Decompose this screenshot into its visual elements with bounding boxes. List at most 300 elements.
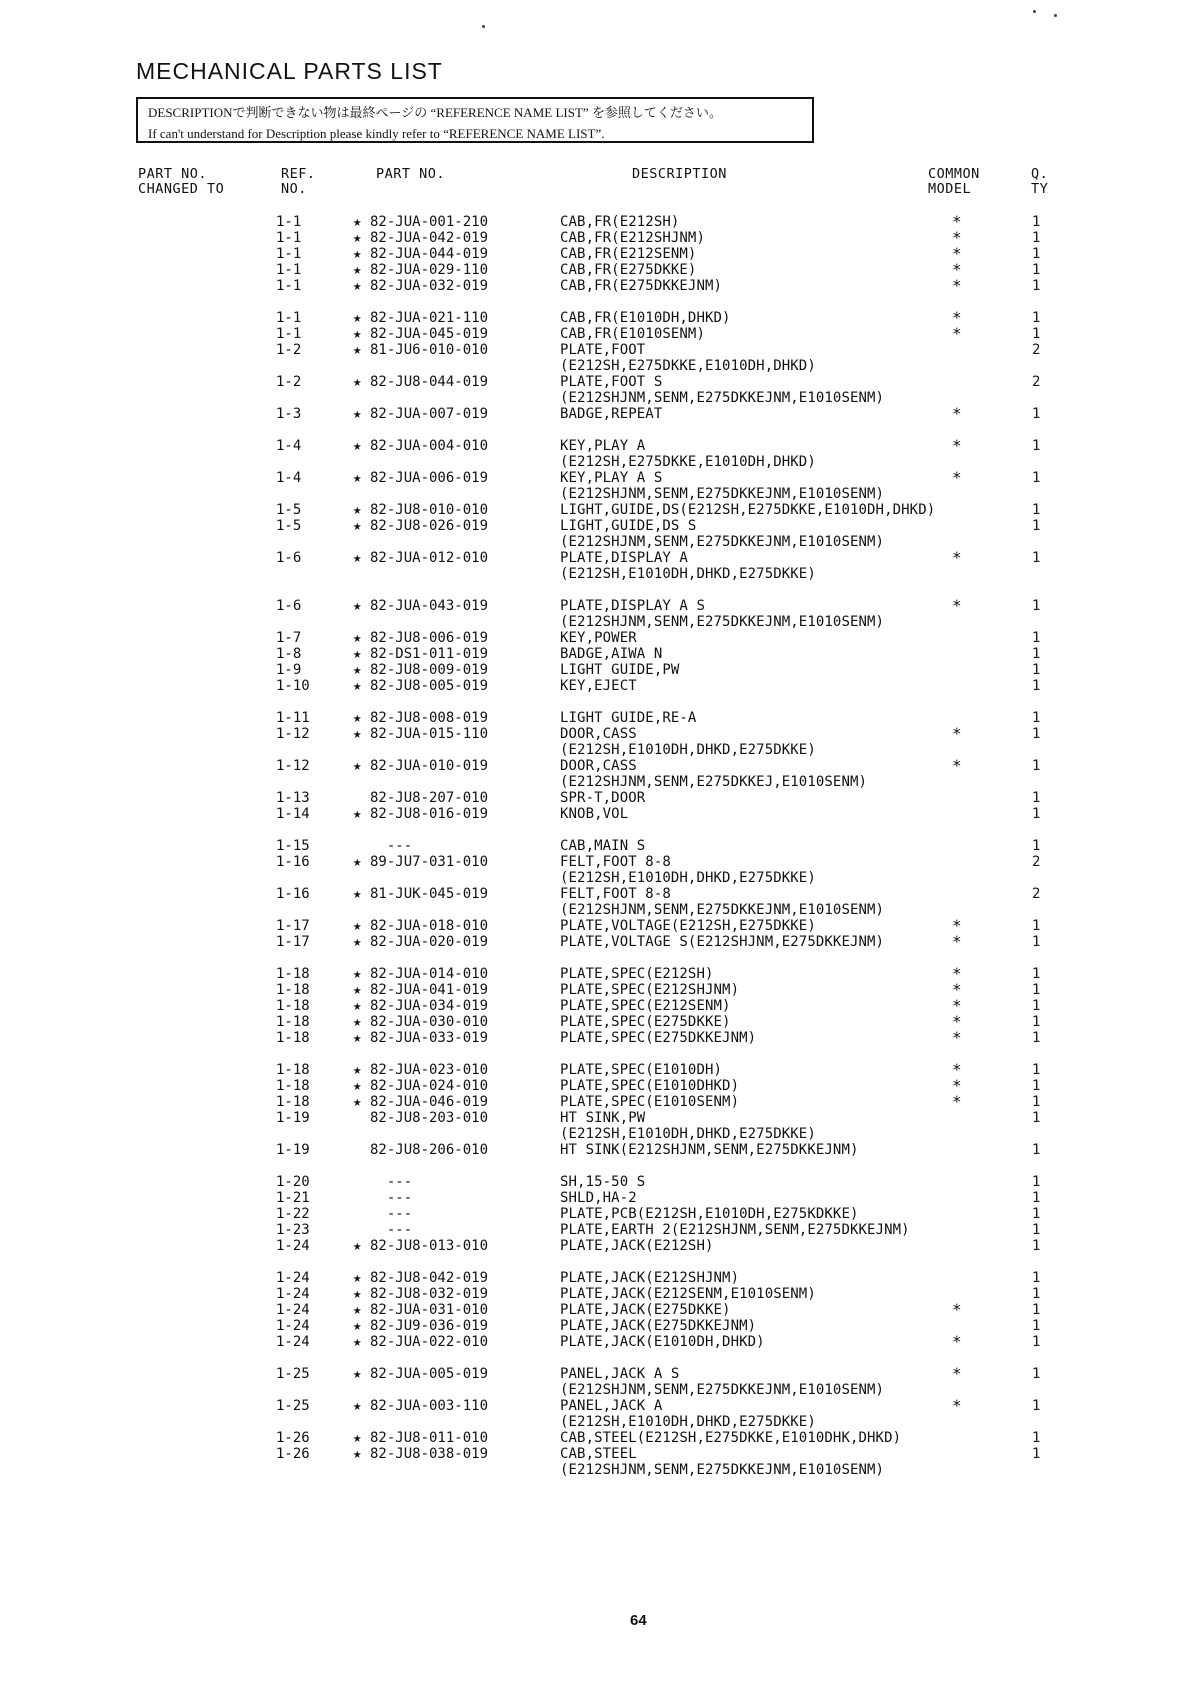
description-cell: FELT,FOOT 8-8 bbox=[560, 886, 671, 902]
qty-cell: 1 bbox=[1032, 646, 1041, 662]
new-part-star-icon: ★ bbox=[353, 518, 362, 534]
description-cell: CAB,MAIN S bbox=[560, 838, 646, 854]
qty-cell: 1 bbox=[1032, 1110, 1041, 1126]
table-row bbox=[0, 1110, 1191, 1126]
common-model-mark: * bbox=[952, 1012, 962, 1031]
new-part-star-icon: ★ bbox=[353, 502, 362, 518]
new-part-star-icon: ★ bbox=[353, 726, 362, 742]
table-row bbox=[0, 262, 1191, 278]
table-row bbox=[0, 1302, 1191, 1318]
header-changed-to: PART NO. CHANGED TO bbox=[138, 166, 225, 197]
description-cell: (E212SHJNM,SENM,E275DKKEJNM,E1010SENM) bbox=[560, 390, 885, 406]
qty-cell: 1 bbox=[1032, 710, 1041, 726]
part-no-cell: 82-JU8-032-019 bbox=[370, 1286, 489, 1302]
part-no-cell: 82-JUA-046-019 bbox=[370, 1094, 489, 1110]
ref-no-cell: 1-23 bbox=[276, 1222, 310, 1238]
part-no-cell: 82-JUA-018-010 bbox=[370, 918, 489, 934]
new-part-star-icon: ★ bbox=[353, 710, 362, 726]
part-no-cell: 82-JU8-044-019 bbox=[370, 374, 489, 390]
table-row bbox=[0, 1366, 1191, 1382]
new-part-star-icon: ★ bbox=[353, 1302, 362, 1318]
common-model-mark: * bbox=[952, 1396, 962, 1415]
ref-no-cell: 1-12 bbox=[276, 758, 310, 774]
common-model-mark: * bbox=[952, 964, 962, 983]
part-no-cell: 82-JU8-011-010 bbox=[370, 1430, 489, 1446]
qty-cell: 1 bbox=[1032, 966, 1041, 982]
description-cell: PANEL,JACK A S bbox=[560, 1366, 680, 1382]
ref-no-cell: 1-16 bbox=[276, 854, 310, 870]
scan-speck bbox=[1054, 14, 1057, 17]
description-cell: (E212SHJNM,SENM,E275DKKEJNM,E1010SENM) bbox=[560, 1462, 885, 1478]
description-cell: PLATE,SPEC(E212SENM) bbox=[560, 998, 731, 1014]
qty-cell: 1 bbox=[1032, 246, 1041, 262]
ref-no-cell: 1-18 bbox=[276, 1030, 310, 1046]
description-cell: CAB,STEEL(E212SH,E275DKKE,E1010DHK,DHKD) bbox=[560, 1430, 902, 1446]
description-cell: FELT,FOOT 8-8 bbox=[560, 854, 671, 870]
ref-no-cell: 1-1 bbox=[276, 246, 302, 262]
description-cell: SHLD,HA-2 bbox=[560, 1190, 637, 1206]
ref-no-cell: 1-2 bbox=[276, 342, 302, 358]
qty-cell: 1 bbox=[1032, 726, 1041, 742]
qty-cell: 1 bbox=[1032, 1286, 1041, 1302]
description-cell: (E212SH,E1010DH,DHKD,E275DKKE) bbox=[560, 742, 816, 758]
part-no-cell: 82-JU8-203-010 bbox=[370, 1110, 489, 1126]
table-row bbox=[0, 918, 1191, 934]
part-no-cell: 82-JU8-006-019 bbox=[370, 630, 489, 646]
part-no-cell: 82-JUA-034-019 bbox=[370, 998, 489, 1014]
table-row bbox=[0, 630, 1191, 646]
part-no-cell: 82-JUA-003-110 bbox=[370, 1398, 489, 1414]
qty-cell: 1 bbox=[1032, 406, 1041, 422]
part-no-cell: 82-JUA-029-110 bbox=[370, 262, 489, 278]
description-cell: KEY,PLAY A S bbox=[560, 470, 663, 486]
new-part-star-icon: ★ bbox=[353, 470, 362, 486]
ref-no-cell: 1-1 bbox=[276, 310, 302, 326]
qty-cell: 2 bbox=[1032, 886, 1041, 902]
qty-cell: 1 bbox=[1032, 678, 1041, 694]
qty-cell: 1 bbox=[1032, 502, 1041, 518]
table-row bbox=[0, 646, 1191, 662]
qty-cell: 1 bbox=[1032, 982, 1041, 998]
table-row bbox=[0, 518, 1191, 534]
ref-no-cell: 1-19 bbox=[276, 1142, 310, 1158]
table-row bbox=[0, 806, 1191, 822]
ref-no-cell: 1-4 bbox=[276, 438, 302, 454]
common-model-mark: * bbox=[952, 404, 962, 423]
description-cell: PLATE,JACK(E212SENM,E1010SENM) bbox=[560, 1286, 816, 1302]
description-cell: PLATE,FOOT bbox=[560, 342, 646, 358]
qty-cell: 1 bbox=[1032, 1142, 1041, 1158]
common-model-mark: * bbox=[952, 1332, 962, 1351]
table-row bbox=[0, 1078, 1191, 1094]
table-row bbox=[0, 1446, 1191, 1462]
page-number: 64 bbox=[630, 1612, 647, 1629]
part-no-cell: --- bbox=[370, 1190, 413, 1206]
new-part-star-icon: ★ bbox=[353, 1398, 362, 1414]
common-model-mark: * bbox=[952, 468, 962, 487]
table-row bbox=[0, 278, 1191, 294]
new-part-star-icon: ★ bbox=[353, 438, 362, 454]
ref-no-cell: 1-24 bbox=[276, 1334, 310, 1350]
common-model-mark: * bbox=[952, 724, 962, 743]
header-ref-no: REF. NO. bbox=[281, 166, 316, 197]
description-cell: PLATE,SPEC(E1010DHKD) bbox=[560, 1078, 740, 1094]
part-no-cell: 82-JUA-045-019 bbox=[370, 326, 489, 342]
description-cell: PLATE,DISPLAY A S bbox=[560, 598, 705, 614]
new-part-star-icon: ★ bbox=[353, 1078, 362, 1094]
table-row bbox=[0, 726, 1191, 742]
common-model-mark: * bbox=[952, 548, 962, 567]
table-row bbox=[0, 1286, 1191, 1302]
ref-no-cell: 1-18 bbox=[276, 966, 310, 982]
common-model-mark: * bbox=[952, 1092, 962, 1111]
ref-no-cell: 1-13 bbox=[276, 790, 310, 806]
ref-no-cell: 1-6 bbox=[276, 598, 302, 614]
table-row bbox=[0, 854, 1191, 870]
common-model-mark: * bbox=[952, 260, 962, 279]
table-row bbox=[0, 1430, 1191, 1446]
ref-no-cell: 1-18 bbox=[276, 982, 310, 998]
description-cell: DOOR,CASS bbox=[560, 758, 637, 774]
qty-cell: 1 bbox=[1032, 1430, 1041, 1446]
table-row bbox=[0, 1030, 1191, 1046]
part-no-cell: 82-JU8-010-010 bbox=[370, 502, 489, 518]
description-cell: PLATE,SPEC(E275DKKE) bbox=[560, 1014, 731, 1030]
ref-no-cell: 1-17 bbox=[276, 934, 310, 950]
qty-cell: 1 bbox=[1032, 550, 1041, 566]
ref-no-cell: 1-4 bbox=[276, 470, 302, 486]
description-cell: LIGHT GUIDE,PW bbox=[560, 662, 680, 678]
description-cell: (E212SHJNM,SENM,E275DKKEJNM,E1010SENM) bbox=[560, 534, 885, 550]
new-part-star-icon: ★ bbox=[353, 550, 362, 566]
description-cell: PLATE,VOLTAGE S(E212SHJNM,E275DKKEJNM) bbox=[560, 934, 885, 950]
common-model-mark: * bbox=[952, 596, 962, 615]
table-row bbox=[0, 1014, 1191, 1030]
qty-cell: 1 bbox=[1032, 470, 1041, 486]
ref-no-cell: 1-3 bbox=[276, 406, 302, 422]
part-no-cell: 82-JUA-007-019 bbox=[370, 406, 489, 422]
description-cell: (E212SHJNM,SENM,E275DKKEJNM,E1010SENM) bbox=[560, 486, 885, 502]
description-cell: (E212SHJNM,SENM,E275DKKEJNM,E1010SENM) bbox=[560, 1382, 885, 1398]
table-row bbox=[0, 214, 1191, 230]
ref-no-cell: 1-26 bbox=[276, 1446, 310, 1462]
table-row bbox=[0, 1270, 1191, 1286]
description-cell: (E212SH,E275DKKE,E1010DH,DHKD) bbox=[560, 454, 816, 470]
description-cell: PLATE,FOOT S bbox=[560, 374, 663, 390]
qty-cell: 1 bbox=[1032, 1174, 1041, 1190]
ref-no-cell: 1-10 bbox=[276, 678, 310, 694]
new-part-star-icon: ★ bbox=[353, 1286, 362, 1302]
new-part-star-icon: ★ bbox=[353, 998, 362, 1014]
part-no-cell: 82-JU8-009-019 bbox=[370, 662, 489, 678]
ref-no-cell: 1-8 bbox=[276, 646, 302, 662]
table-row bbox=[0, 326, 1191, 342]
part-no-cell: 82-JUA-004-010 bbox=[370, 438, 489, 454]
description-cell: (E212SH,E1010DH,DHKD,E275DKKE) bbox=[560, 870, 816, 886]
table-row bbox=[0, 310, 1191, 326]
new-part-star-icon: ★ bbox=[353, 934, 362, 950]
description-cell: (E212SH,E1010DH,DHKD,E275DKKE) bbox=[560, 566, 816, 582]
part-no-cell: 82-JU8-016-019 bbox=[370, 806, 489, 822]
description-cell: (E212SH,E1010DH,DHKD,E275DKKE) bbox=[560, 1414, 816, 1430]
table-row bbox=[0, 1222, 1191, 1238]
part-no-cell: 82-JUA-005-019 bbox=[370, 1366, 489, 1382]
new-part-star-icon: ★ bbox=[353, 246, 362, 262]
table-row-continuation bbox=[0, 1126, 1191, 1142]
qty-cell: 2 bbox=[1032, 374, 1041, 390]
description-cell: PLATE,VOLTAGE(E212SH,E275DKKE) bbox=[560, 918, 816, 934]
description-cell: CAB,FR(E275DKKE) bbox=[560, 262, 697, 278]
qty-cell: 2 bbox=[1032, 854, 1041, 870]
table-row bbox=[0, 710, 1191, 726]
part-no-cell: 82-JUA-044-019 bbox=[370, 246, 489, 262]
part-no-cell: 81-JU6-010-010 bbox=[370, 342, 489, 358]
table-row bbox=[0, 502, 1191, 518]
new-part-star-icon: ★ bbox=[353, 1334, 362, 1350]
qty-cell: 1 bbox=[1032, 1014, 1041, 1030]
qty-cell: 1 bbox=[1032, 326, 1041, 342]
table-row bbox=[0, 966, 1191, 982]
common-model-mark: * bbox=[952, 916, 962, 935]
description-cell: CAB,FR(E212SH) bbox=[560, 214, 680, 230]
description-cell: (E212SH,E275DKKE,E1010DH,DHKD) bbox=[560, 358, 816, 374]
new-part-star-icon: ★ bbox=[353, 214, 362, 230]
description-cell: LIGHT,GUIDE,DS(E212SH,E275DKKE,E1010DH,DHKD) bbox=[560, 502, 936, 518]
new-part-star-icon: ★ bbox=[353, 982, 362, 998]
ref-no-cell: 1-21 bbox=[276, 1190, 310, 1206]
description-cell: CAB,FR(E212SHJNM) bbox=[560, 230, 705, 246]
description-cell: KEY,EJECT bbox=[560, 678, 637, 694]
description-cell: PANEL,JACK A bbox=[560, 1398, 663, 1414]
part-no-cell: 82-JU8-026-019 bbox=[370, 518, 489, 534]
qty-cell: 1 bbox=[1032, 1446, 1041, 1462]
description-cell: PLATE,SPEC(E1010DH) bbox=[560, 1062, 723, 1078]
description-cell: KEY,POWER bbox=[560, 630, 637, 646]
common-model-mark: * bbox=[952, 324, 962, 343]
new-part-star-icon: ★ bbox=[353, 1030, 362, 1046]
new-part-star-icon: ★ bbox=[353, 1094, 362, 1110]
qty-cell: 1 bbox=[1032, 758, 1041, 774]
table-row bbox=[0, 998, 1191, 1014]
ref-no-cell: 1-2 bbox=[276, 374, 302, 390]
qty-cell: 1 bbox=[1032, 1270, 1041, 1286]
qty-cell: 1 bbox=[1032, 1334, 1041, 1350]
table-row-continuation bbox=[0, 1414, 1191, 1430]
ref-no-cell: 1-25 bbox=[276, 1366, 310, 1382]
table-row-continuation bbox=[0, 454, 1191, 470]
table-row bbox=[0, 1190, 1191, 1206]
table-row-continuation bbox=[0, 870, 1191, 886]
table-row bbox=[0, 246, 1191, 262]
ref-no-cell: 1-24 bbox=[276, 1286, 310, 1302]
qty-cell: 1 bbox=[1032, 262, 1041, 278]
new-part-star-icon: ★ bbox=[353, 342, 362, 358]
qty-cell: 1 bbox=[1032, 230, 1041, 246]
description-cell: PLATE,SPEC(E1010SENM) bbox=[560, 1094, 740, 1110]
description-cell: (E212SHJNM,SENM,E275DKKEJNM,E1010SENM) bbox=[560, 614, 885, 630]
table-row-continuation bbox=[0, 1382, 1191, 1398]
ref-no-cell: 1-1 bbox=[276, 214, 302, 230]
part-no-cell: 81-JUK-045-019 bbox=[370, 886, 489, 902]
ref-no-cell: 1-24 bbox=[276, 1302, 310, 1318]
qty-cell: 1 bbox=[1032, 918, 1041, 934]
description-cell: DOOR,CASS bbox=[560, 726, 637, 742]
description-cell: CAB,STEEL bbox=[560, 1446, 637, 1462]
common-model-mark: * bbox=[952, 932, 962, 951]
table-row-continuation bbox=[0, 1462, 1191, 1478]
table-row-continuation bbox=[0, 566, 1191, 582]
description-cell: BADGE,AIWA N bbox=[560, 646, 663, 662]
table-row bbox=[0, 1062, 1191, 1078]
table-row-continuation bbox=[0, 534, 1191, 550]
ref-no-cell: 1-1 bbox=[276, 230, 302, 246]
qty-cell: 1 bbox=[1032, 1094, 1041, 1110]
table-row bbox=[0, 550, 1191, 566]
table-row bbox=[0, 598, 1191, 614]
notice-english: If can't understand for Description please kindly refer to “REFERENCE NAME LIST”. bbox=[148, 126, 605, 141]
qty-cell: 1 bbox=[1032, 214, 1041, 230]
description-cell: CAB,FR(E212SENM) bbox=[560, 246, 697, 262]
description-cell: SH,15-50 S bbox=[560, 1174, 646, 1190]
part-no-cell: 82-JUA-015-110 bbox=[370, 726, 489, 742]
new-part-star-icon: ★ bbox=[353, 886, 362, 902]
table-row bbox=[0, 1238, 1191, 1254]
part-no-cell: 82-DS1-011-019 bbox=[370, 646, 489, 662]
ref-no-cell: 1-18 bbox=[276, 1014, 310, 1030]
qty-cell: 1 bbox=[1032, 630, 1041, 646]
table-row bbox=[0, 838, 1191, 854]
part-no-cell: 82-JU9-036-019 bbox=[370, 1318, 489, 1334]
ref-no-cell: 1-5 bbox=[276, 502, 302, 518]
ref-no-cell: 1-1 bbox=[276, 262, 302, 278]
description-cell: PLATE,JACK(E212SH) bbox=[560, 1238, 714, 1254]
new-part-star-icon: ★ bbox=[353, 374, 362, 390]
new-part-star-icon: ★ bbox=[353, 1446, 362, 1462]
qty-cell: 1 bbox=[1032, 662, 1041, 678]
qty-cell: 2 bbox=[1032, 342, 1041, 358]
table-row bbox=[0, 1174, 1191, 1190]
ref-no-cell: 1-11 bbox=[276, 710, 310, 726]
ref-no-cell: 1-18 bbox=[276, 1062, 310, 1078]
qty-cell: 1 bbox=[1032, 1030, 1041, 1046]
qty-cell: 1 bbox=[1032, 790, 1041, 806]
part-no-cell: 82-JUA-021-110 bbox=[370, 310, 489, 326]
common-model-mark: * bbox=[952, 1300, 962, 1319]
description-cell: HT SINK(E212SHJNM,SENM,E275DKKEJNM) bbox=[560, 1142, 859, 1158]
page-title: MECHANICAL PARTS LIST bbox=[136, 58, 443, 84]
part-no-cell: 82-JU8-206-010 bbox=[370, 1142, 489, 1158]
part-no-cell: --- bbox=[370, 1222, 413, 1238]
ref-no-cell: 1-9 bbox=[276, 662, 302, 678]
common-model-mark: * bbox=[952, 308, 962, 327]
table-row bbox=[0, 886, 1191, 902]
table-row bbox=[0, 1334, 1191, 1350]
description-cell: PLATE,DISPLAY A bbox=[560, 550, 688, 566]
common-model-mark: * bbox=[952, 1028, 962, 1047]
table-row bbox=[0, 230, 1191, 246]
new-part-star-icon: ★ bbox=[353, 1062, 362, 1078]
ref-no-cell: 1-24 bbox=[276, 1238, 310, 1254]
table-row bbox=[0, 662, 1191, 678]
part-no-cell: 82-JUA-043-019 bbox=[370, 598, 489, 614]
description-cell: CAB,FR(E275DKKEJNM) bbox=[560, 278, 723, 294]
new-part-star-icon: ★ bbox=[353, 1430, 362, 1446]
table-row-continuation bbox=[0, 358, 1191, 374]
part-no-cell: 82-JU8-008-019 bbox=[370, 710, 489, 726]
qty-cell: 1 bbox=[1032, 1302, 1041, 1318]
ref-no-cell: 1-25 bbox=[276, 1398, 310, 1414]
qty-cell: 1 bbox=[1032, 806, 1041, 822]
part-no-cell: --- bbox=[370, 838, 413, 854]
table-row bbox=[0, 758, 1191, 774]
table-row bbox=[0, 1206, 1191, 1222]
ref-no-cell: 1-18 bbox=[276, 1094, 310, 1110]
table-row-continuation bbox=[0, 742, 1191, 758]
qty-cell: 1 bbox=[1032, 1062, 1041, 1078]
description-cell: PLATE,PCB(E212SH,E1010DH,E275KDKKE) bbox=[560, 1206, 859, 1222]
ref-no-cell: 1-14 bbox=[276, 806, 310, 822]
qty-cell: 1 bbox=[1032, 518, 1041, 534]
ref-no-cell: 1-22 bbox=[276, 1206, 310, 1222]
table-row bbox=[0, 470, 1191, 486]
new-part-star-icon: ★ bbox=[353, 1014, 362, 1030]
part-no-cell: 82-JUA-032-019 bbox=[370, 278, 489, 294]
ref-no-cell: 1-1 bbox=[276, 326, 302, 342]
qty-cell: 1 bbox=[1032, 1222, 1041, 1238]
table-row-continuation bbox=[0, 774, 1191, 790]
description-cell: (E212SH,E1010DH,DHKD,E275DKKE) bbox=[560, 1126, 816, 1142]
scan-speck bbox=[482, 25, 485, 28]
table-row bbox=[0, 438, 1191, 454]
table-row bbox=[0, 1094, 1191, 1110]
table-row-continuation bbox=[0, 390, 1191, 406]
ref-no-cell: 1-24 bbox=[276, 1318, 310, 1334]
part-no-cell: 82-JUA-031-010 bbox=[370, 1302, 489, 1318]
ref-no-cell: 1-20 bbox=[276, 1174, 310, 1190]
part-no-cell: 89-JU7-031-010 bbox=[370, 854, 489, 870]
description-cell: PLATE,JACK(E275DKKEJNM) bbox=[560, 1318, 757, 1334]
table-row bbox=[0, 1398, 1191, 1414]
new-part-star-icon: ★ bbox=[353, 310, 362, 326]
qty-cell: 1 bbox=[1032, 598, 1041, 614]
part-no-cell: 82-JUA-030-010 bbox=[370, 1014, 489, 1030]
new-part-star-icon: ★ bbox=[353, 630, 362, 646]
part-no-cell: --- bbox=[370, 1206, 413, 1222]
common-model-mark: * bbox=[952, 980, 962, 999]
description-cell: SPR-T,DOOR bbox=[560, 790, 646, 806]
description-cell: PLATE,SPEC(E275DKKEJNM) bbox=[560, 1030, 757, 1046]
ref-no-cell: 1-7 bbox=[276, 630, 302, 646]
header-part-no: PART NO. bbox=[376, 166, 446, 182]
description-cell: PLATE,EARTH 2(E212SHJNM,SENM,E275DKKEJNM) bbox=[560, 1222, 910, 1238]
part-no-cell: 82-JUA-020-019 bbox=[370, 934, 489, 950]
qty-cell: 1 bbox=[1032, 310, 1041, 326]
new-part-star-icon: ★ bbox=[353, 854, 362, 870]
new-part-star-icon: ★ bbox=[353, 1318, 362, 1334]
table-row-continuation bbox=[0, 486, 1191, 502]
part-no-cell: 82-JUA-014-010 bbox=[370, 966, 489, 982]
qty-cell: 1 bbox=[1032, 1398, 1041, 1414]
description-cell: HT SINK,PW bbox=[560, 1110, 646, 1126]
qty-cell: 1 bbox=[1032, 998, 1041, 1014]
table-row bbox=[0, 406, 1191, 422]
table-row bbox=[0, 374, 1191, 390]
new-part-star-icon: ★ bbox=[353, 598, 362, 614]
qty-cell: 1 bbox=[1032, 438, 1041, 454]
ref-no-cell: 1-1 bbox=[276, 278, 302, 294]
part-no-cell: 82-JUA-012-010 bbox=[370, 550, 489, 566]
qty-cell: 1 bbox=[1032, 1190, 1041, 1206]
